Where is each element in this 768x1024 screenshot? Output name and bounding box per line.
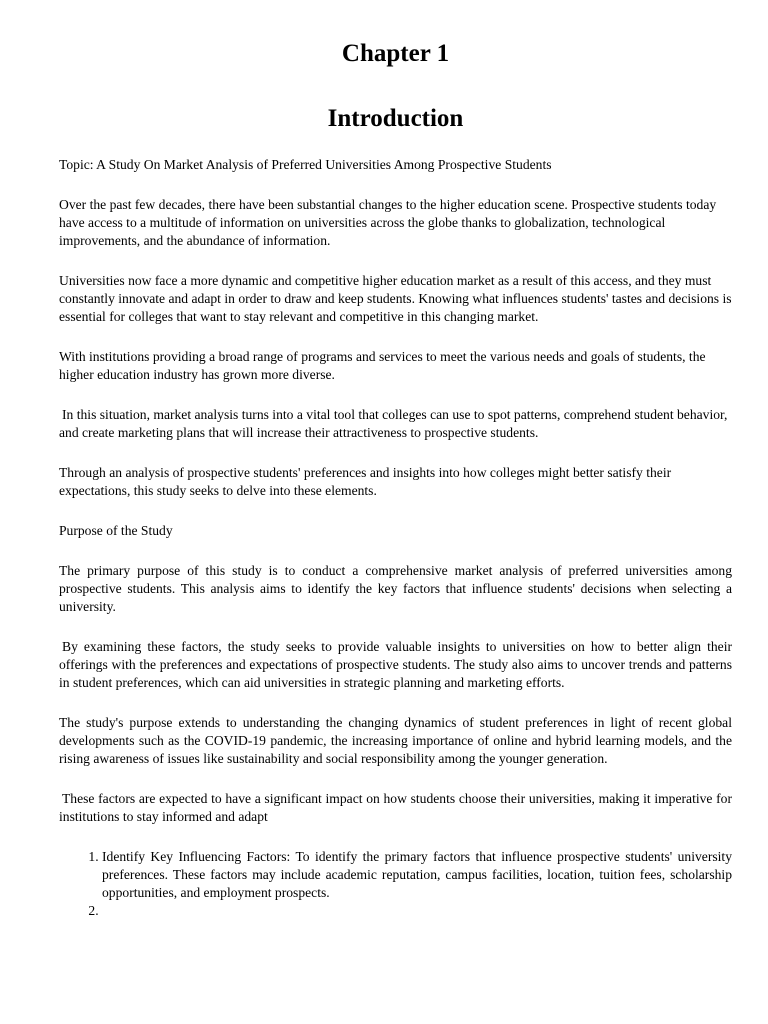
intro-paragraph-4: In this situation, market analysis turns into a vital tool that colleges can use to spot patterns, comprehend student behavior, and create marketing plans that will increase their attractiveness to prospective students.	[59, 407, 728, 440]
intro-paragraph-5: Through an analysis of prospective students' preferences and insights into how colleges might better satisfy their expectations, this study seeks to delve into these elements.	[59, 465, 672, 498]
purpose-paragraph-4: These factors are expected to have a significant impact on how students choose their universities, making it imperative for institutions to stay informed and adapt	[59, 791, 732, 824]
objectives-list	[59, 848, 732, 920]
purpose-paragraph-2: By examining these factors, the study seeks to provide valuable insights to universities on how to better align their offerings with the preferences and expectations of prospective students. The study also aims to uncover trends and patterns in student preferences, which can aid universities in strategic planning and marketing efforts.	[59, 639, 732, 690]
page-title: Introduction	[327, 105, 464, 132]
purpose-paragraph-1: The primary purpose of this study is to conduct a comprehensive market analysis of preferred universities among prospective students. This analysis aims to identify the key factors that influence students' decisions when selecting a university.	[59, 563, 732, 614]
list-item: 1. Identify Key Influencing Factors: To identify the primary factors that influence prospective students' university preferences. These factors may include academic reputation, campus facilities, location, tuition fees, scholarship opportunities, and employment prospects.	[102, 848, 732, 902]
topic-line: Topic: A Study On Market Analysis of Preferred Universities Among Prospective Students	[59, 157, 552, 172]
list-item	[102, 902, 732, 920]
purpose-heading: Purpose of the Study	[59, 523, 173, 538]
intro-paragraph-3: With institutions providing a broad range of programs and services to meet the various needs and goals of students, the higher education industry has grown more diverse.	[59, 349, 706, 382]
purpose-paragraph-3: The study's purpose extends to understanding the changing dynamics of student preferences in light of recent global developments such as the COVID-19 pandemic, the increasing importance of online and hybrid learning models, and the rising awareness of issues like sustainability and social responsibility among the younger generation.	[59, 715, 732, 766]
chapter-heading: Chapter 1	[341, 40, 450, 67]
intro-paragraph-2: Universities now face a more dynamic and competitive higher education market as a result of this access, and they must constantly innovate and adapt in order to draw and keep students. Knowing what influences students' tastes and decisions is essential for colleges that want to stay relevant and competitive in this changing market.	[59, 273, 732, 324]
intro-paragraph-1: Over the past few decades, there have been substantial changes to the higher education scene. Prospective students today have access to a multitude of information on universities across the globe thanks to globalization, technological improvements, and the abundance of information.	[59, 197, 717, 248]
